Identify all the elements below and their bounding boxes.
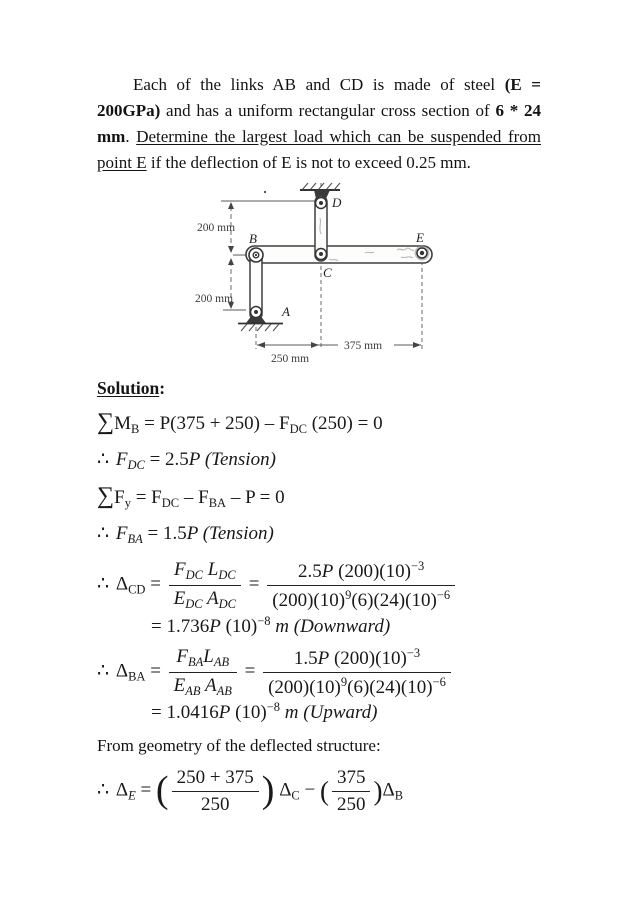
math-text: A xyxy=(200,674,217,696)
fraction xyxy=(169,558,241,612)
close-paren: ) xyxy=(373,775,383,806)
math-subscript: AB xyxy=(185,683,201,698)
math-text: (200)(10) xyxy=(333,561,411,582)
math-text: = P(375 + 250) – F xyxy=(139,413,290,434)
math-subscript: DC xyxy=(161,496,180,510)
math-text: = 1.0416 xyxy=(151,702,219,724)
open-paren: ( xyxy=(319,775,329,806)
math-text: m (Downward) xyxy=(270,615,391,637)
problem-text-bold: 6 * 24 mm xyxy=(97,101,541,146)
math-text: − xyxy=(299,780,320,802)
fraction-denominator xyxy=(169,586,241,612)
math-subscript: DC xyxy=(185,596,203,611)
math-text: Δ xyxy=(274,780,292,802)
equation-delta-ba-result xyxy=(151,700,541,724)
math-superscript: −8 xyxy=(266,700,281,715)
fraction-denominator xyxy=(263,673,451,700)
math-subscript: y xyxy=(124,496,131,510)
equation-delta-e xyxy=(97,766,541,817)
sigma-symbol: ∑ xyxy=(97,483,115,509)
math-text: L xyxy=(203,646,214,668)
math-text: P xyxy=(317,647,330,669)
point-label-b: B xyxy=(249,231,257,246)
math-text: (250) = 0 xyxy=(306,413,383,434)
math-text: = xyxy=(135,780,156,802)
math-subscript: DC xyxy=(218,568,236,583)
math-text: = xyxy=(244,573,265,595)
math-subscript: CD xyxy=(128,582,146,597)
math-text: A xyxy=(202,587,219,609)
math-text: = xyxy=(145,660,166,682)
math-superscript: −3 xyxy=(406,645,421,660)
fraction xyxy=(267,558,455,613)
problem-text-bold: (E = 200GPa) xyxy=(97,75,541,120)
math-superscript: −8 xyxy=(257,613,271,628)
therefore-symbol: ∴ xyxy=(97,523,116,544)
problem-text: . xyxy=(125,127,137,146)
dim-200-top: 200 mm xyxy=(197,222,236,234)
fraction xyxy=(332,766,371,817)
fraction-numerator xyxy=(169,558,241,585)
equation-delta-cd xyxy=(97,558,541,613)
math-text: (6)(24)(10) xyxy=(347,676,433,698)
math-subscript: B xyxy=(394,789,404,804)
math-text: P xyxy=(186,523,198,544)
math-text: F xyxy=(115,523,128,544)
math-text: – F xyxy=(179,487,209,508)
math-superscript: −6 xyxy=(436,587,451,602)
fraction-denominator xyxy=(169,673,237,699)
open-paren: ( xyxy=(155,768,169,811)
therefore-symbol: ∴ xyxy=(97,780,116,802)
math-subscript: BA xyxy=(208,496,227,510)
structure-diagram xyxy=(183,180,467,370)
bar-bce xyxy=(246,246,432,263)
therefore-symbol: ∴ xyxy=(97,573,116,595)
problem-statement xyxy=(97,72,541,176)
point-label-e: E xyxy=(416,230,424,245)
math-text: F xyxy=(176,646,188,668)
fraction xyxy=(263,645,451,700)
fraction-numerator xyxy=(263,645,451,673)
math-subscript: BA xyxy=(187,655,204,670)
math-text: = 2.5 xyxy=(144,449,189,470)
math-superscript: 9 xyxy=(340,674,348,689)
math-text: (10) xyxy=(220,615,258,637)
point-label-a: A xyxy=(282,304,290,319)
math-text: F xyxy=(174,559,186,581)
dim-375: 375 mm xyxy=(344,340,383,352)
close-paren: ) xyxy=(261,768,275,811)
solution-heading-text: Solution xyxy=(97,378,160,398)
math-subscript: DC xyxy=(289,422,307,436)
math-text: (Tension) xyxy=(200,449,276,470)
equation-delta-cd-result xyxy=(151,614,541,638)
math-subscript: BA xyxy=(127,532,143,546)
fraction-numerator: 375 xyxy=(332,766,371,792)
problem-text: Each of the links AB and CD is made of steel xyxy=(133,75,505,94)
math-text: Δ xyxy=(115,780,129,802)
fraction-denominator: 250 xyxy=(200,794,230,816)
math-text: Δ xyxy=(115,573,129,595)
math-text: E xyxy=(173,587,186,609)
math-superscript: −6 xyxy=(432,674,446,689)
math-text: (6)(24)(10) xyxy=(351,589,437,611)
equation-delta-ba xyxy=(97,645,541,700)
sigma-symbol: ∑ xyxy=(97,409,115,435)
dim-200-bottom: 200 mm xyxy=(195,293,234,305)
geometry-note: From geometry of the deflected structure: xyxy=(97,736,381,756)
math-text: = xyxy=(145,573,166,595)
math-text: (200)(10) xyxy=(329,647,407,669)
math-subscript: E xyxy=(128,789,136,804)
therefore-symbol: ∴ xyxy=(97,449,116,470)
math-text: (10) xyxy=(230,702,267,724)
math-subscript: AB xyxy=(216,683,232,698)
math-text: = xyxy=(239,660,261,682)
math-text: m (Upward) xyxy=(280,702,378,724)
math-text: (200)(10) xyxy=(268,676,341,698)
equation-fdc xyxy=(97,448,541,473)
math-text: 2.5 xyxy=(298,561,322,582)
math-subscript: DC xyxy=(127,458,145,472)
math-superscript: −3 xyxy=(410,559,425,573)
math-subscript: DC xyxy=(218,596,237,611)
problem-text: and has a uniform rectangular cross section of xyxy=(160,101,496,120)
math-text: Δ xyxy=(115,660,129,682)
math-subscript: B xyxy=(131,422,140,436)
math-text: – P = 0 xyxy=(226,487,285,508)
fraction-numerator xyxy=(267,558,455,586)
point-label-c: C xyxy=(323,265,332,280)
fraction-denominator: 250 xyxy=(336,794,366,816)
math-subscript: DC xyxy=(185,568,203,583)
math-text: F xyxy=(114,487,125,508)
solution-heading xyxy=(97,378,541,399)
fraction-numerator xyxy=(169,645,237,672)
fraction-denominator xyxy=(267,586,455,613)
math-text: (200)(10) xyxy=(272,589,346,611)
solution-heading-colon: : xyxy=(159,378,166,398)
math-text: P xyxy=(218,702,231,724)
math-subscript: AB xyxy=(213,655,230,670)
math-text: = 1.736 xyxy=(151,615,210,637)
math-subscript: C xyxy=(291,789,300,804)
math-text: P xyxy=(209,615,221,637)
math-text: = F xyxy=(130,487,162,508)
fraction-numerator: 250 + 375 xyxy=(172,766,259,792)
problem-text: if the deflection of E is not to exceed 0.25 mm. xyxy=(146,153,471,172)
point-label-d: D xyxy=(332,195,342,210)
math-text: P xyxy=(321,561,334,582)
problem-text-underlined: Determine the largest load which can be suspended from point E xyxy=(97,127,541,172)
equation-sum-moment xyxy=(97,410,541,437)
equation-sum-fy xyxy=(97,484,541,511)
fraction xyxy=(172,766,259,817)
fraction xyxy=(169,645,237,699)
math-text: E xyxy=(173,674,186,696)
math-text: 1.5 xyxy=(293,647,318,669)
math-text: M xyxy=(114,413,132,434)
math-subscript: BA xyxy=(128,669,146,684)
math-text: F xyxy=(115,449,128,470)
math-text: Δ xyxy=(382,780,395,802)
math-text: = 1.5 xyxy=(142,523,187,544)
equation-fba xyxy=(97,522,541,547)
math-superscript: 9 xyxy=(345,587,352,602)
structure-diagram-svg xyxy=(183,180,467,370)
math-text: (Tension) xyxy=(197,523,274,544)
math-text: P xyxy=(188,449,201,470)
therefore-symbol: ∴ xyxy=(97,660,116,682)
math-text: L xyxy=(202,559,219,581)
dim-250: 250 mm xyxy=(271,353,310,365)
